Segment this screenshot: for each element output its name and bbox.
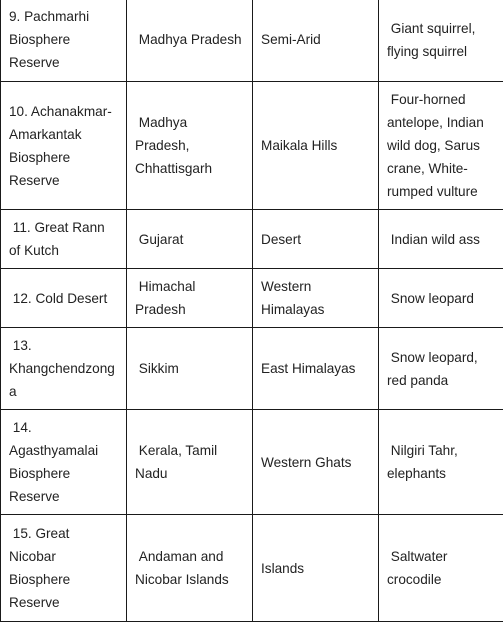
reserve-name-cell: 15. Great Nicobar Biosphere Reserve (1, 515, 127, 622)
table-row (1, 410, 503, 515)
fauna-cell: Snow leopard (379, 269, 503, 328)
region-cell: Western Himalayas (253, 269, 379, 328)
region-cell: Desert (253, 210, 379, 269)
state-cell: Gujarat (127, 210, 253, 269)
region-cell: Maikala Hills (253, 82, 379, 210)
table-row (1, 515, 503, 622)
table-row (1, 210, 503, 269)
state-cell: Himachal Pradesh (127, 269, 253, 328)
table-row (1, 82, 503, 210)
fauna-cell: Giant squirrel, flying squirrel (379, 0, 503, 82)
region-cell: East Himalayas (253, 328, 379, 410)
fauna-cell: Snow leopard, red panda (379, 328, 503, 410)
reserve-name-cell: 12. Cold Desert (1, 269, 127, 328)
fauna-cell: Saltwater crocodile (379, 515, 503, 622)
fauna-cell: Nilgiri Tahr, elephants (379, 410, 503, 515)
state-cell: Madhya Pradesh, Chhattisgarh (127, 82, 253, 210)
reserve-name-cell: 14. Agasthyamalai Biosphere Reserve (1, 410, 127, 515)
state-cell: Kerala, Tamil Nadu (127, 410, 253, 515)
reserve-name-cell: 13. Khangchendzong a (1, 328, 127, 410)
reserve-name-cell: 9. Pachmarhi Biosphere Reserve (1, 0, 127, 82)
region-cell: Western Ghats (253, 410, 379, 515)
fauna-cell: Four-horned antelope, Indian wild dog, Sarus crane, White- rumped vulture (379, 82, 503, 210)
state-cell: Madhya Pradesh (127, 0, 253, 82)
region-cell: Semi-Arid (253, 0, 379, 82)
table-row (1, 0, 503, 82)
state-cell: Andaman and Nicobar Islands (127, 515, 253, 622)
reserve-name-cell: 11. Great Rann of Kutch (1, 210, 127, 269)
table-row (1, 328, 503, 410)
region-cell: Islands (253, 515, 379, 622)
reserve-name-cell: 10. Achanakmar- Amarkantak Biosphere Reserve (1, 82, 127, 210)
table-row (1, 269, 503, 328)
fauna-cell: Indian wild ass (379, 210, 503, 269)
state-cell: Sikkim (127, 328, 253, 410)
